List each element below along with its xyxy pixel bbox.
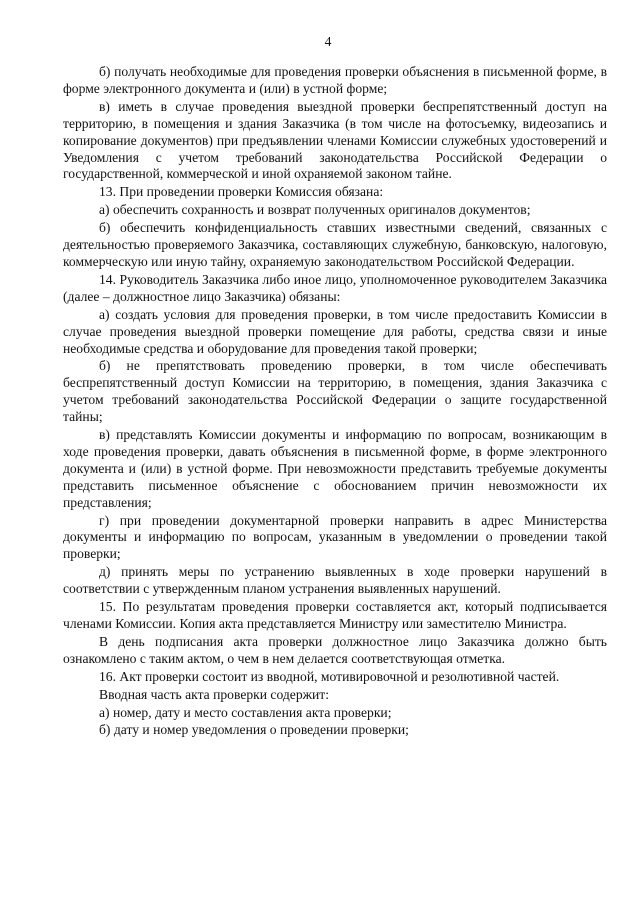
document-body [63, 64, 607, 739]
paragraph-13-heading: 13. При проведении проверки Комиссия обязана: [99, 184, 384, 200]
paragraph-14b: б) не препятствовать проведению проверки, в том числе обеспечивать беспрепятственный доступ Комиссии на территорию, в помещения, здания Заказчика с учетом требований законодательства Российской Федерации о защите государственной тайны; [63, 358, 607, 425]
paragraph-13a: а) обеспечить сохранность и возврат полученных оригиналов документов; [99, 202, 531, 218]
paragraph-1b-obtain-explanations: б) получать необходимые для проведения проверки объяснения в письменной форме, в форме электронного документа и (или) в устной форме; [63, 64, 607, 96]
paragraph-16: 16. Акт проверки состоит из вводной, мотивировочной и резолютивной частей. [99, 668, 560, 684]
paragraph-14a: а) создать условия для проведения проверки, в том числе предоставить Комиссии в случае проведения выездной проверки помещение для работы, средства связи и иные необходимые средства и оборудование для проведения такой проверки; [63, 306, 607, 356]
paragraph-16a: а) номер, дату и место составления акта проверки; [99, 704, 392, 720]
paragraph-13b: б) обеспечить конфиденциальность ставших известными сведений, связанных с деятельностью проверяемого Заказчика, составляющих служебную, банковскую, налоговую, коммерческую или иную тайну, охраняемую законодательством Российской Федерации. [63, 220, 607, 269]
paragraph-16-intro-part: Вводная часть акта проверки содержит: [99, 686, 329, 702]
paragraph-1v-access: в) иметь в случае проведения выездной проверки беспрепятственный доступ на территорию, в помещения и здания Заказчика (в том числе на фотосъемку, видеозапись и копирование документов) при предъявлении членами Комиссии служебных удостоверений и Уведомления с учетом требований законодательства Российской Федерации о государственной, коммерческой и иной охраняемой законом тайне. [63, 98, 607, 182]
paragraph-16b: б) дату и номер уведомления о проведении проверки; [99, 722, 409, 738]
paragraph-14d: д) принять меры по устранению выявленных в ходе проверки нарушений в соответствии с утвержденным планом устранения выявленных нарушений. [63, 564, 607, 597]
paragraph-14v: в) представлять Комиссии документы и информацию по вопросам, возникающим в ходе проведения проверки, давать объяснения в письменной форме, в форме электронного документа и (или) в устной форме. При невозможности представить требуемые документы представить письменное объяснение с обоснованием причин невозможности их представления; [63, 427, 607, 510]
paragraph-14-heading: 14. Руководитель Заказчика либо иное лицо, уполномоченное руководителем Заказчика (далее – должностное лицо Заказчика) обязаны: [63, 271, 607, 304]
paragraph-15-signing-day: В день подписания акта проверки должностное лицо Заказчика должно быть ознакомлено с таким актом, о чем в нем делается соответствующая отметка. [63, 633, 607, 666]
paragraph-14g: г) при проведении документарной проверки направить в адрес Министерства документы и информацию по вопросам, указанным в уведомлении о проведении такой проверки; [63, 512, 607, 562]
paragraph-15: 15. По результатам проведения проверки составляется акт, который подписывается членами Комиссии. Копия акта представляется Министру или заместителю Министра. [63, 599, 607, 631]
page-number: 4 [324, 34, 332, 49]
